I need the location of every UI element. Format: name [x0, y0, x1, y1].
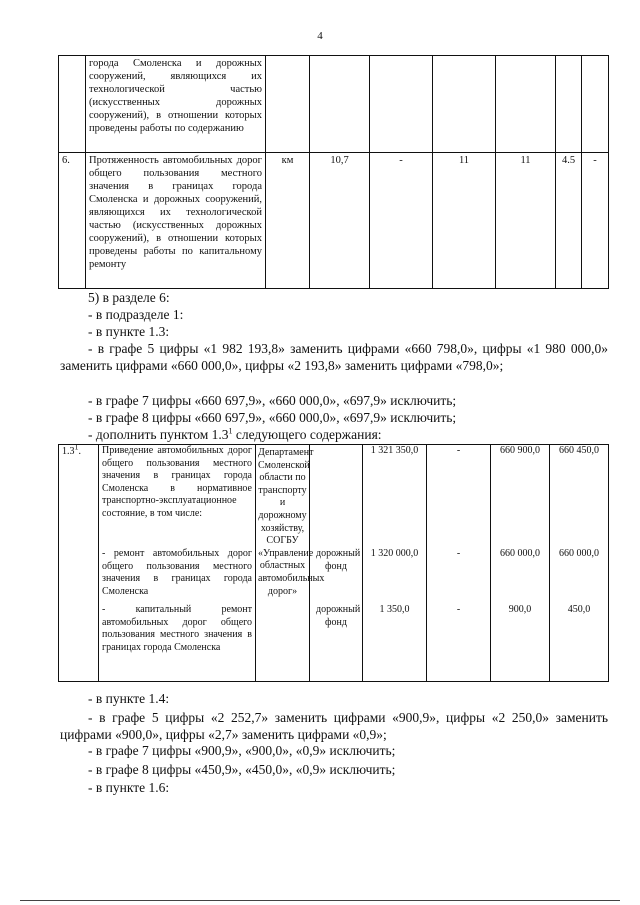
value-cell: 11: [433, 153, 496, 289]
fund-cell: дорожный фонд дорожный фонд: [310, 445, 363, 682]
indicator-name-cell: Протяженность автомобильных дорог общего пользования местного значения в границах города Смоленска и дорожных сооружений, являющихся их технологической частью (искусственных дорожных сооружений), в отношении которых проведены работы по капитальному ремонту: [86, 153, 266, 289]
value-cell: 4.5: [556, 153, 582, 289]
paragraph: - в графе 5 цифры «2 252,7» заменить цифрами «900,9», цифры «2 250,0» заменить цифрами «900,0», цифры «2,7» заменить цифрами «0,9»;: [60, 710, 608, 742]
paragraph: - дополнить пунктом $1.3^1$ следующего содержания:: [88, 426, 382, 442]
page-number: 4: [317, 30, 323, 42]
item-name-cell: Приведение автомобильных дорог общего пользования местного значения в границах города Смоленска в нормативное транспортно-эксплуатационное состояние, в том числе: - ремонт автомобильных дорог общего пользования местного значения в границах города Смоленска - капитальный ремонт автомобильных дорог общего пользования местного значения в границах города Смоленска: [99, 445, 256, 682]
row-number-cell: 6.: [59, 153, 86, 289]
paragraph: - в графе 8 цифры «450,9», «450,0», «0,9» исключить;: [88, 762, 396, 777]
paragraph: - в пункте 1.4:: [88, 691, 170, 706]
paragraph: - в подразделе 1:: [88, 307, 184, 322]
table-row: [59, 445, 609, 682]
paragraph: - в графе 5 цифры «1 982 193,8» заменить цифрами «660 798,0», цифры «1 980 000,0» заменить цифрами «660 000,0», цифры «2 193,8» заменить цифрами «798,0»;: [60, 341, 608, 373]
indicators-table: [58, 55, 609, 289]
value-cell: 660 900,0 660 000,0 900,0: [491, 445, 550, 682]
value-cell: 10,7: [310, 153, 370, 289]
indicator-name-cell: города Смоленска и дорожных сооружений, являющихся их технологической частью (искусственных дорожных сооружений), в отношении которых проведены работы по содержанию: [86, 56, 266, 153]
value-cell: 1 321 350,0 1 320 000,0 1 350,0: [363, 445, 427, 682]
value-cell: -: [370, 153, 433, 289]
new-item-table: [58, 444, 609, 682]
paragraph: - в графе 8 цифры «660 697,9», «660 000,0», «697,9» исключить;: [88, 410, 457, 425]
paragraph: - в графе 7 цифры «900,9», «900,0», «0,9» исключить;: [88, 743, 396, 758]
paragraph: - в графе 7 цифры «660 697,9», «660 000,0», «697,9» исключить;: [88, 393, 457, 408]
table-row: [59, 153, 609, 289]
executor-cell: Департамент Смоленской области по транспорту и дорожному хозяйству, СОГБУ «Управление областных автомобильных дорог»: [256, 445, 310, 682]
value-cell: - - -: [427, 445, 491, 682]
paragraph: - в пункте 1.3:: [88, 324, 170, 339]
value-cell: 11: [496, 153, 556, 289]
page-bottom-edge: [20, 900, 620, 901]
paragraph: - в пункте 1.6:: [88, 780, 170, 795]
unit-cell: км: [266, 153, 310, 289]
table-row: [59, 56, 609, 153]
paragraph: 5) в разделе 6:: [88, 290, 170, 305]
value-cell: 660 450,0 660 000,0 450,0: [550, 445, 609, 682]
item-number-cell: $1.3^1$.: [59, 445, 99, 682]
value-cell: -: [582, 153, 609, 289]
